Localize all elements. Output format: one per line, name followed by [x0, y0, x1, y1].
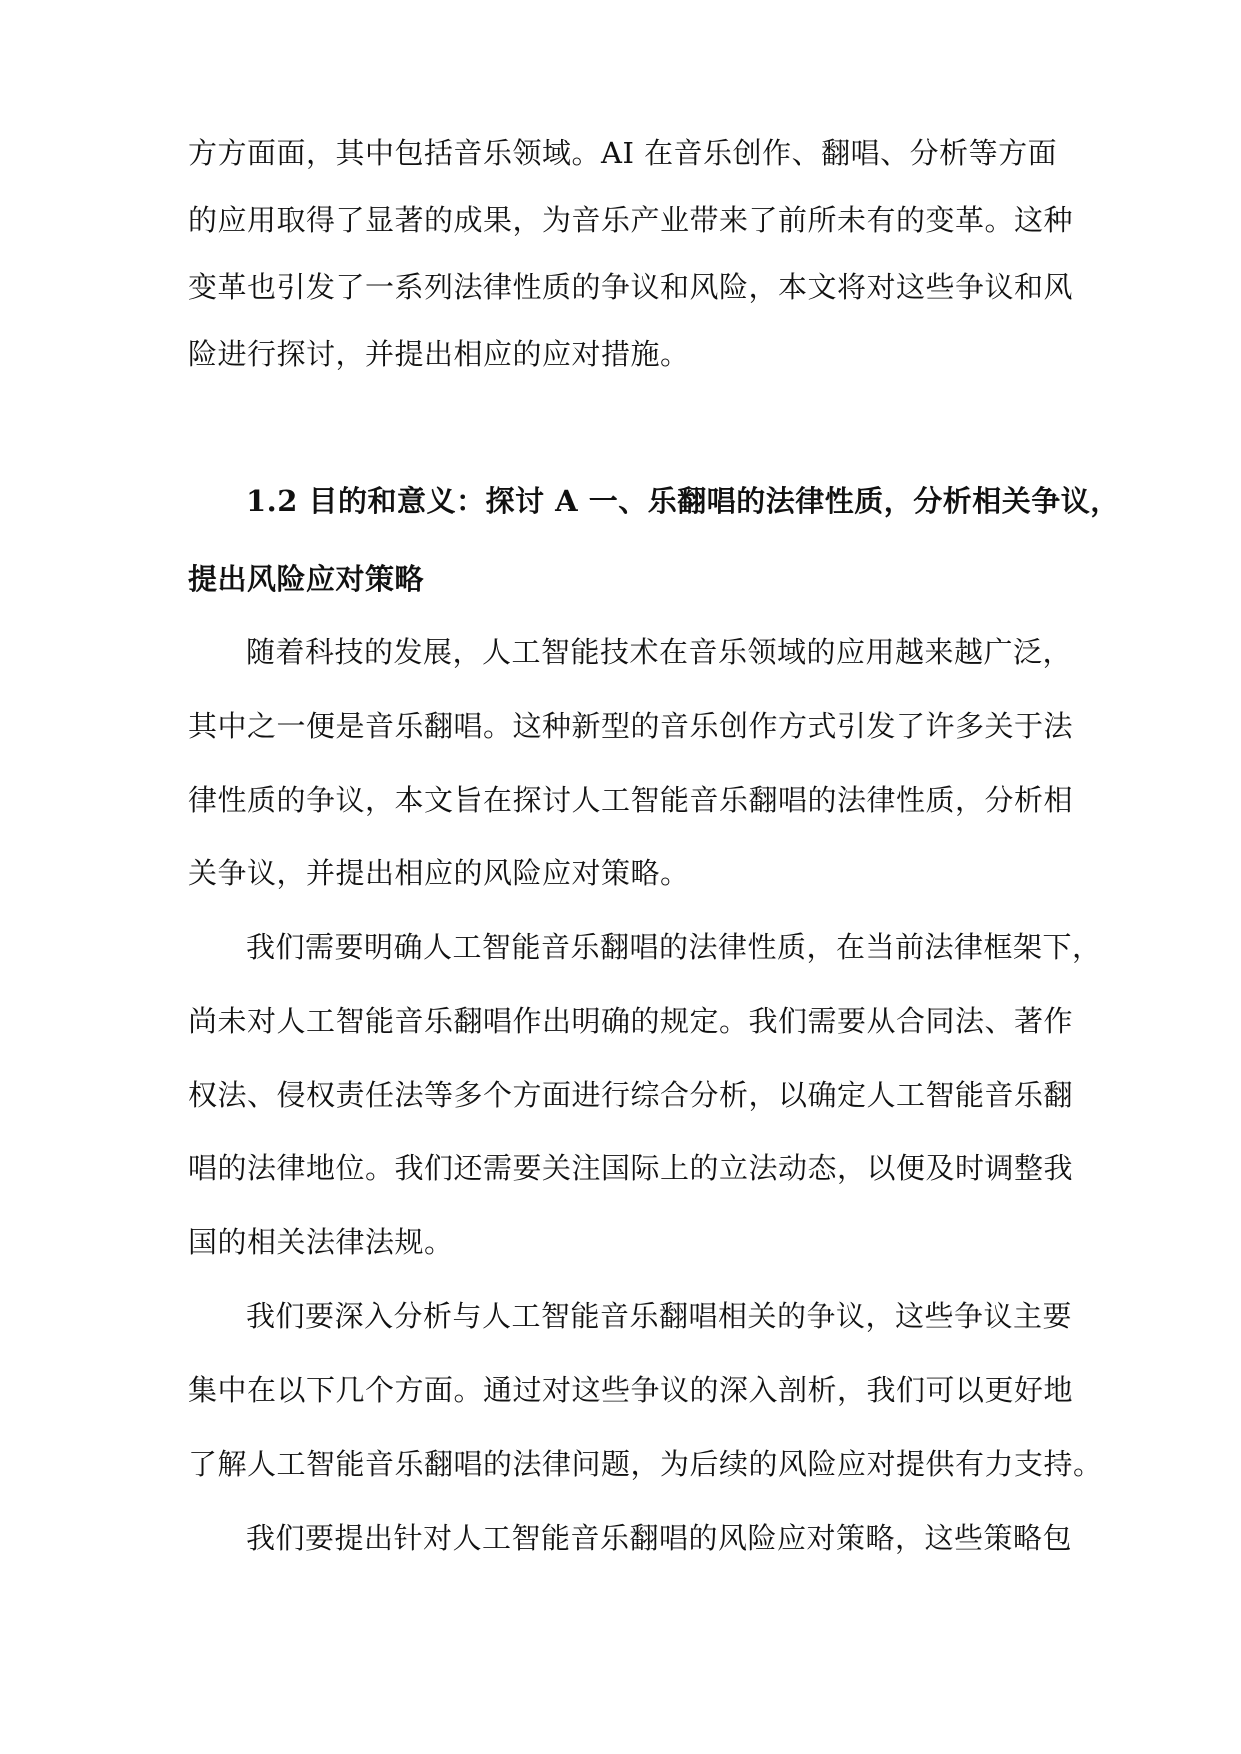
text-line: 关争议，并提出相应的风险应对策略。: [188, 856, 690, 890]
text-line: 国的相关法律法规。: [188, 1225, 454, 1259]
text-line: 了解人工智能音乐翻唱的法律问题，为后续的风险应对提供有力支持。: [188, 1447, 1103, 1481]
text-line: 方方面面，其中包括音乐领域。AI 在音乐创作、翻唱、分析等方面: [188, 136, 1058, 170]
text-line: 我们要提出针对人工智能音乐翻唱的风险应对策略，这些策略包: [246, 1521, 1073, 1555]
heading-line: 1.2 目的和意义：探讨 A 一、乐翻唱的法律性质，分析相关争议，: [246, 484, 1120, 518]
text-line: 其中之一便是音乐翻唱。这种新型的音乐创作方式引发了许多关于法: [188, 709, 1074, 743]
text-line: 的应用取得了显著的成果，为音乐产业带来了前所未有的变革。这种: [188, 203, 1074, 237]
heading-line: 提出风险应对策略: [188, 562, 425, 596]
text-line: 险进行探讨，并提出相应的应对措施。: [188, 337, 690, 371]
text-line: 我们要深入分析与人工智能音乐翻唱相关的争议，这些争议主要: [246, 1299, 1073, 1333]
text-line: 唱的法律地位。我们还需要关注国际上的立法动态，以便及时调整我: [188, 1151, 1074, 1185]
text-line: 集中在以下几个方面。通过对这些争议的深入剖析，我们可以更好地: [188, 1373, 1074, 1407]
text-line: 律性质的争议，本文旨在探讨人工智能音乐翻唱的法律性质，分析相: [188, 783, 1074, 817]
text-line: 随着科技的发展，人工智能技术在音乐领域的应用越来越广泛，: [246, 635, 1073, 669]
text-line: 变革也引发了一系列法律性质的争议和风险，本文将对这些争议和风: [188, 270, 1074, 304]
text-line: 我们需要明确人工智能音乐翻唱的法律性质，在当前法律框架下，: [246, 930, 1102, 964]
text-line: 尚未对人工智能音乐翻唱作出明确的规定。我们需要从合同法、著作: [188, 1004, 1074, 1038]
text-line: 权法、侵权责任法等多个方面进行综合分析，以确定人工智能音乐翻: [188, 1078, 1074, 1112]
